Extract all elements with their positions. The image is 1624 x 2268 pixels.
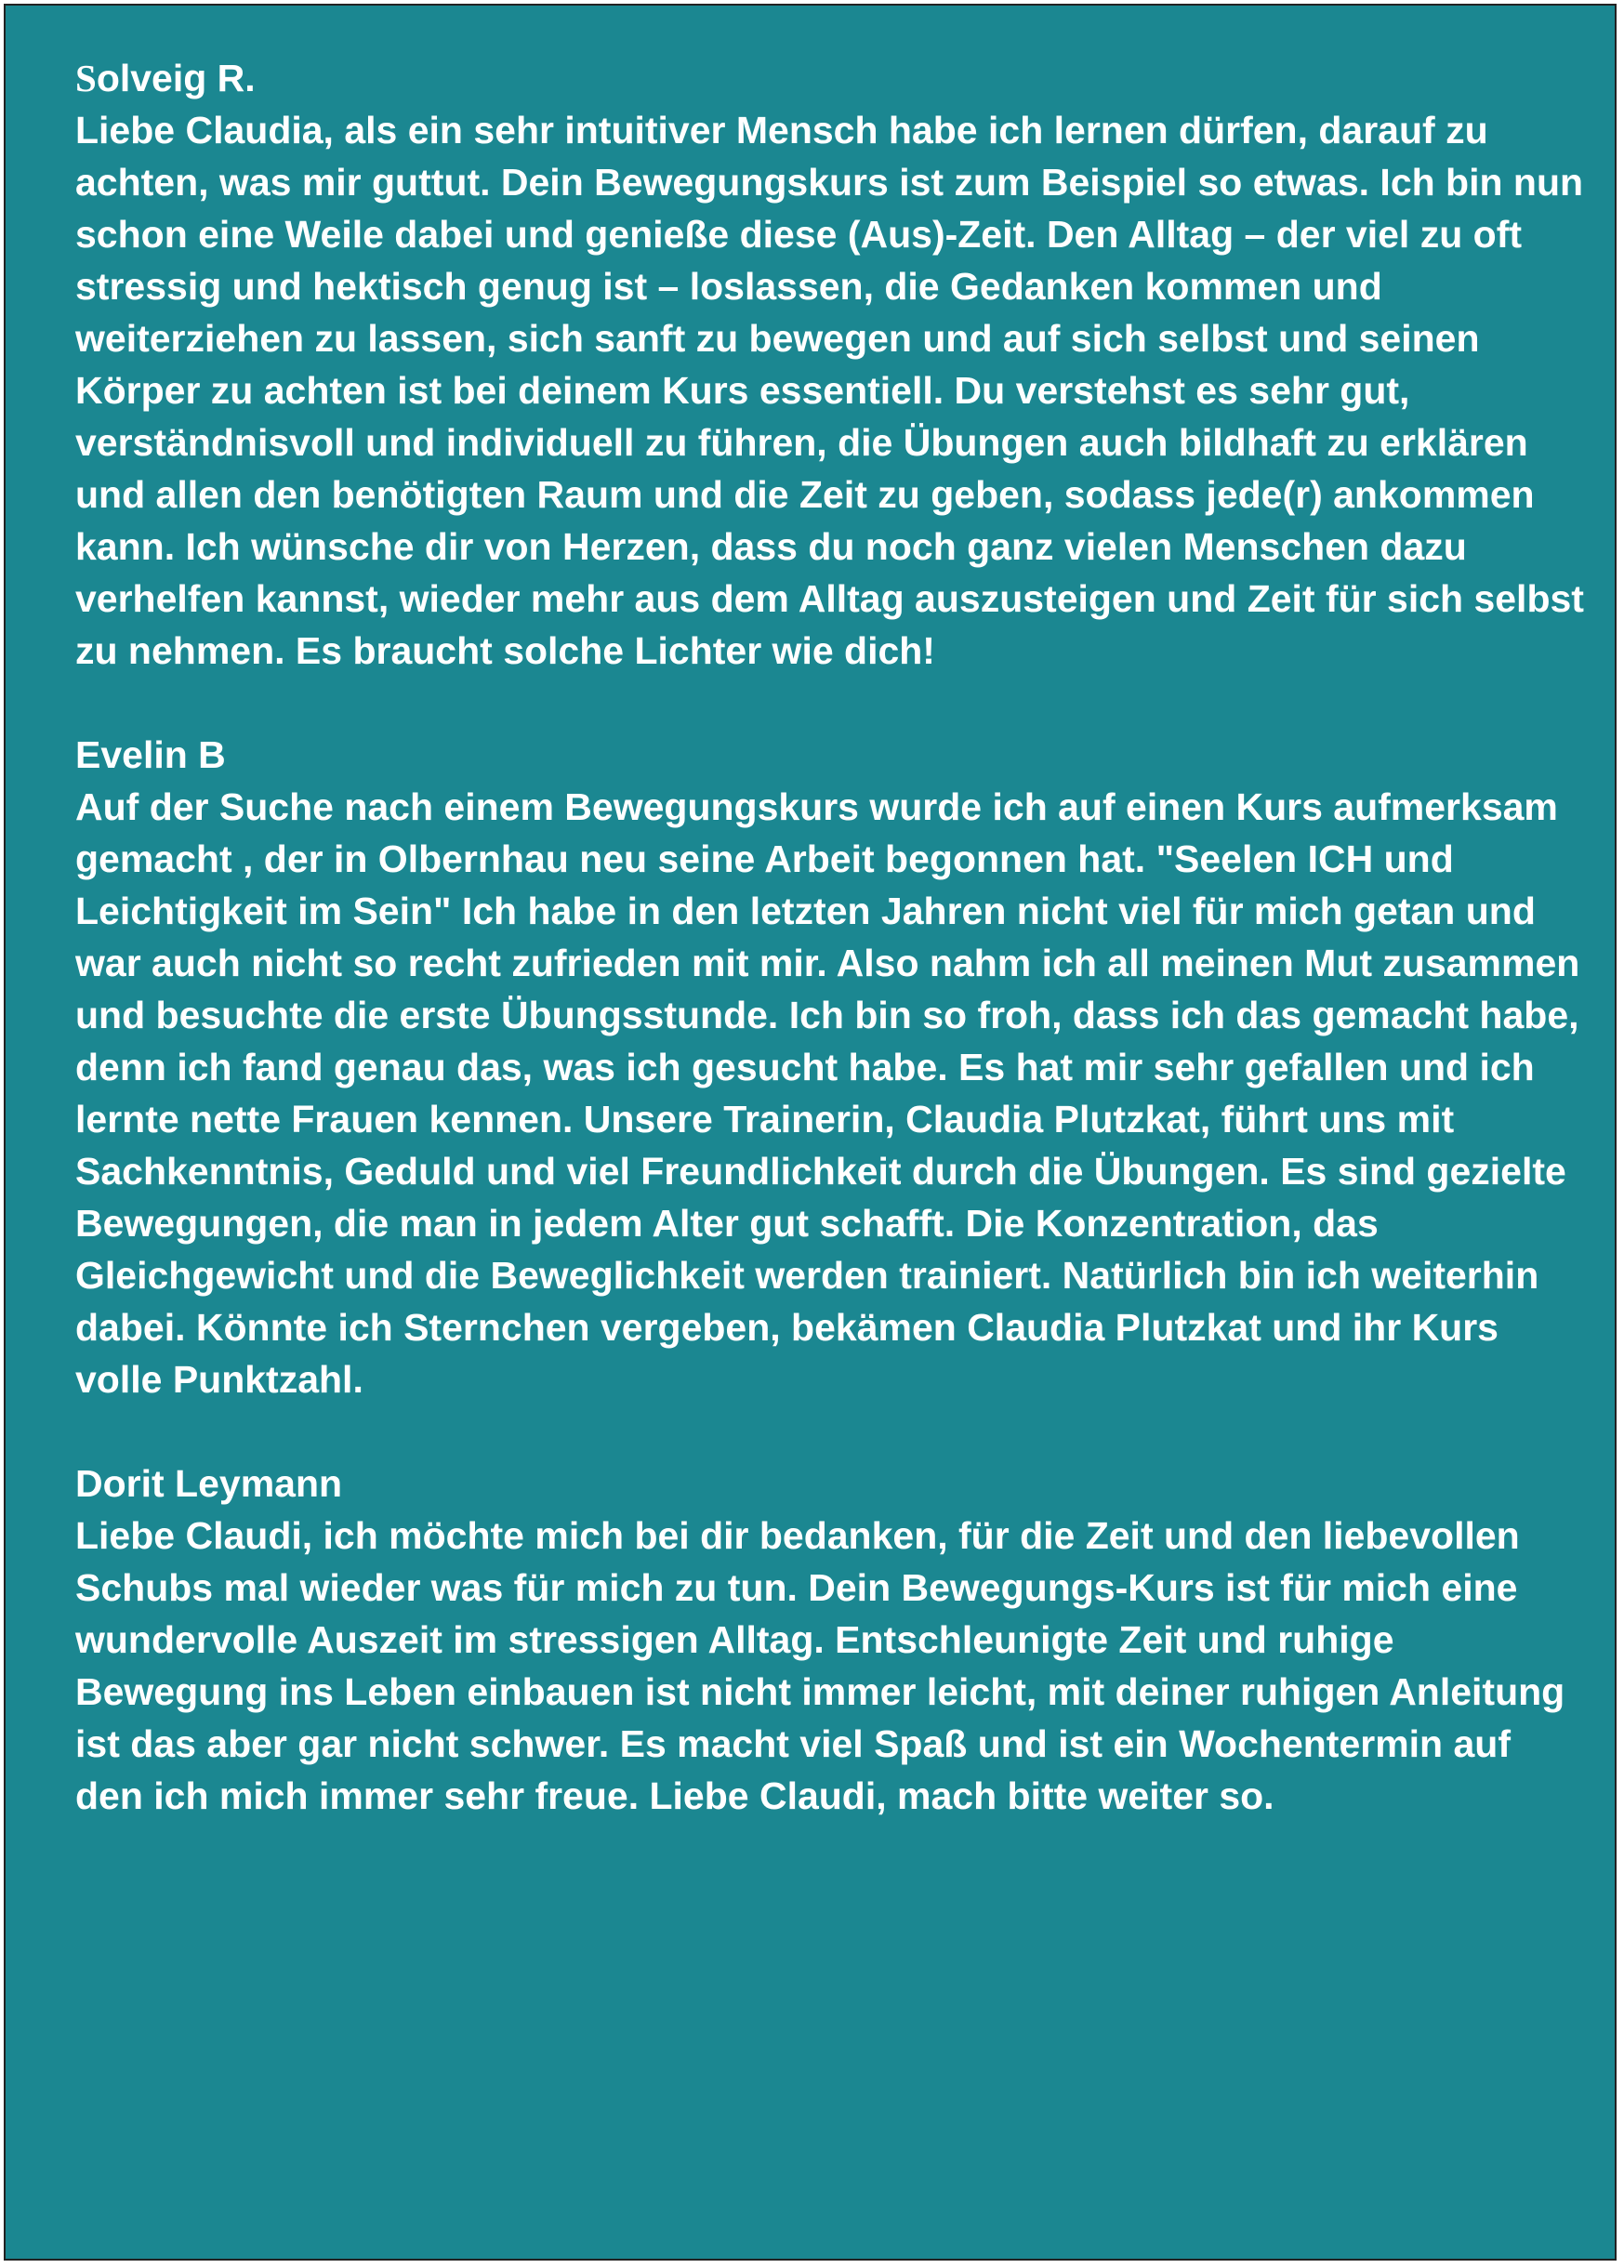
author-name-rest: olveig R. [96, 57, 256, 99]
author-initial: S [75, 57, 97, 99]
testimonial-author: Dorit Leymann [75, 1462, 343, 1505]
testimonials-panel [4, 4, 1617, 2261]
testimonial-text: Liebe Claudi, ich möchte mich bei dir bedanken, für die Zeit und den liebevollen Schubs mal wieder was für mich zu tun. Dein Bewegungs-Kurs ist für mich eine wundervolle Auszeit im stressigen Alltag. Entschleunigte Zeit und ruhige Bewegung ins Leben einbauen ist nicht immer leicht, mit deiner ruhigen Anleitung ist das aber gar nicht schwer. Es macht viel Spaß und ist ein Wochentermin auf den ich mich immer sehr freue. Liebe Claudi, mach bitte weiter so. [75, 1514, 1565, 1817]
testimonial-dorit [75, 1457, 1586, 1822]
testimonial-text: Auf der Suche nach einem Bewegungskurs wurde ich auf einen Kurs aufmerksam gemacht , der in Olbernhau neu seine Arbeit begonnen hat. "Seelen ICH und Leichtigkeit im Sein" Ich habe in den letzten Jahren nicht viel für mich getan und war auch nicht so recht zufrieden mit mir. Also nahm ich all meinen Mut zusammen und besuchte die erste Übungsstunde. Ich bin so froh, dass ich das gemacht habe, denn ich fand genau das, was ich gesucht habe. Es hat mir sehr gefallen und ich lernte nette Frauen kennen. Unsere Trainerin, Claudia Plutzkat, führt uns mit Sachkenntnis, Geduld und viel Freundlichkeit durch die Übungen. Es sind gezielte Bewegungen, die man in jedem Alter gut schafft. Die Konzentration, das Gleichgewicht und die Beweglichkeit werden trainiert. Natürlich bin ich weiterhin dabei. Könnte ich Sternchen vergeben, bekämen Claudia Plutzkat und ihr Kurs volle Punktzahl. [75, 785, 1580, 1401]
testimonial-author [75, 52, 1586, 104]
testimonials-list [75, 52, 1586, 1822]
testimonial-evelin [75, 729, 1586, 1405]
testimonial-text: Liebe Claudia, als ein sehr intuitiver Mensch habe ich lernen dürfen, darauf zu achten, was mir guttut. Dein Bewegungskurs ist zum Beispiel so etwas. Ich bin nun schon eine Weile dabei und genieße diese (Aus)-Zeit. Den Alltag – der viel zu oft stressig und hektisch genug ist – loslassen, die Gedanken kommen und weiterziehen zu lassen, sich sanft zu bewegen und auf sich selbst und seinen Körper zu achten ist bei deinem Kurs essentiell. Du verstehst es sehr gut, verständnisvoll und individuell zu führen, die Übungen auch bildhaft zu erklären und allen den benötigten Raum und die Zeit zu geben, sodass jede(r) ankommen kann. Ich wünsche dir von Herzen, dass du noch ganz vielen Menschen dazu verhelfen kannst, wieder mehr aus dem Alltag auszusteigen und Zeit für sich selbst zu nehmen. Es braucht solche Lichter wie dich! [75, 109, 1584, 672]
testimonial-author: Evelin B [75, 733, 226, 776]
testimonial-solveig [75, 52, 1586, 677]
